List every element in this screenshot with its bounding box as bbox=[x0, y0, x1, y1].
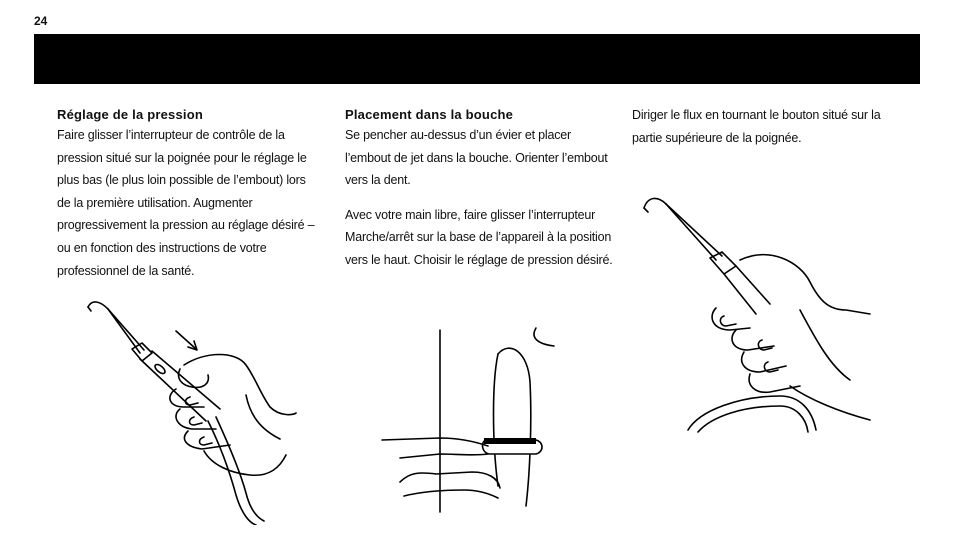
paragraph-direct-flow: Diriger le flux en tournant le bouton situé sur la partie supérieure de la poignée. bbox=[632, 108, 881, 145]
heading-mouth-placement: Placement dans la bouche bbox=[345, 107, 514, 122]
flow-direction-illustration bbox=[640, 190, 880, 435]
pressure-control-illustration bbox=[80, 295, 310, 525]
column-direct-flow bbox=[632, 104, 902, 149]
paragraph-mouth-placement-1: Se pencher au-dessus d’un évier et placer l’embout de jet dans la bouche. Orienter l’embout vers la dent. bbox=[345, 128, 608, 188]
column-pressure bbox=[57, 106, 319, 282]
mouth-placement-illustration bbox=[380, 322, 580, 522]
paragraph-pressure: Faire glisser l’interrupteur de contrôle de la pression situé sur la poignée pour le réglage le plus bas (le plus loin possible de l’embout) lors de la première utilisation. Augmenter progressivement la pression au réglage désiré – ou en fonction des instructions de votre professionnel de la santé. bbox=[57, 128, 315, 278]
header-bar bbox=[34, 34, 920, 84]
paragraph-mouth-placement-2: Avec votre main libre, faire glisser l’interrupteur Marche/arrêt sur la base de l’appareil à la position vers le haut. Choisir le réglage de pression désiré. bbox=[345, 207, 613, 267]
column-mouth-placement bbox=[345, 106, 615, 272]
page-number: 24 bbox=[34, 14, 48, 28]
heading-pressure: Réglage de la pression bbox=[57, 107, 204, 122]
